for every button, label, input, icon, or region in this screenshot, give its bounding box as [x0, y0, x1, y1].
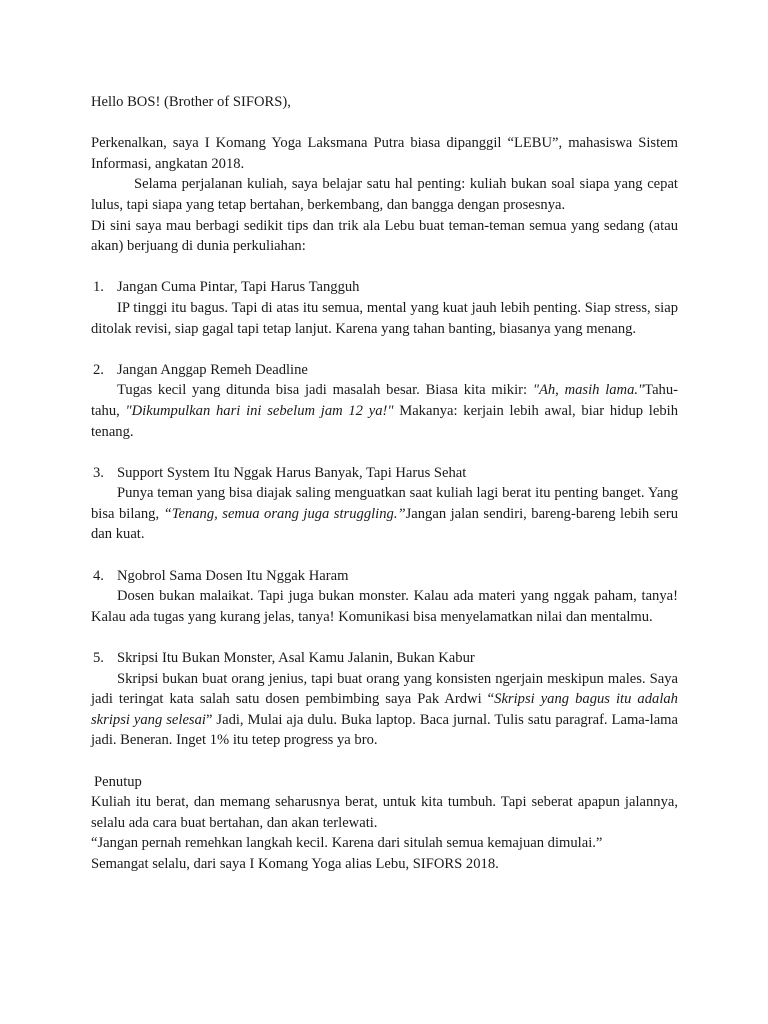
spacer	[91, 442, 678, 463]
tip-body-text: Makanya: kerjain lebih awal, biar hidup lebih tenang.	[91, 402, 678, 440]
tip-quote: “Tenang, semua orang juga struggling.”	[163, 505, 406, 522]
tip-title-text: Ngobrol Sama Dosen Itu Nggak Haram	[117, 567, 349, 584]
tip-body-text: Punya teman yang bisa diajak saling menguatkan saat kuliah lagi berat itu penting banget. Yang bisa bilang,	[91, 485, 678, 522]
spacer	[91, 257, 678, 278]
tip-title-text: Skripsi Itu Bukan Monster, Asal Kamu Jalanin, Bukan Kabur	[117, 650, 475, 667]
tip-title-text: Jangan Anggap Remeh Deadline	[117, 361, 308, 378]
tip-number: 3.	[93, 464, 104, 481]
tip-body	[91, 483, 678, 545]
tip-title	[91, 463, 678, 484]
tip-quote: "Ah, masih lama."	[532, 382, 645, 399]
tip-number: 1.	[93, 279, 104, 296]
tip-body-text: Tugas kecil yang ditunda bisa jadi masalah besar. Biasa kita mikir:	[117, 382, 533, 399]
spacer	[91, 113, 678, 134]
document-body	[91, 92, 678, 875]
tip-item-2	[91, 360, 678, 442]
tip-number: 5.	[93, 650, 104, 667]
spacer	[91, 627, 678, 648]
tip-title	[91, 360, 678, 381]
closing-paragraph: Kuliah itu berat, dan memang seharusnya berat, untuk kita tumbuh. Tapi seberat apapun jalannya, selalu ada cara buat bertahan, dan akan terlewati.	[91, 794, 678, 831]
tip-title	[91, 648, 678, 669]
tip-body-text: Tahu-tahu,	[91, 382, 678, 419]
tip-item-5	[91, 648, 678, 751]
closing-signoff: Semangat selalu, dari saya I Komang Yoga alias Lebu, SIFORS 2018.	[91, 855, 499, 872]
tip-title	[91, 566, 678, 587]
intro-tips-lead: Di sini saya mau berbagi sedikit tips dan trik ala Lebu buat teman-teman semua yang sedang (atau akan) berjuang di dunia perkuliahan:	[91, 217, 678, 255]
spacer	[91, 339, 678, 360]
tip-item-4	[91, 566, 678, 628]
tip-body	[91, 669, 678, 751]
tip-body: Dosen bukan malaikat. Tapi juga bukan monster. Kalau ada materi yang nggak paham, tanya! Kalau ada tugas yang kurang jelas, tanya! Komunikasi bisa menyelamatkan nilai dan mentalmu.	[91, 588, 678, 625]
intro-paragraph: Perkenalkan, saya I Komang Yoga Laksmana Putra biasa dipanggil “LEBU”, mahasiswa Sistem Informasi, angkatan 2018.	[91, 135, 678, 172]
tip-title-text: Jangan Cuma Pintar, Tapi Harus Tangguh	[117, 279, 360, 296]
tip-body-text: Jangan jalan sendiri, bareng-bareng lebih seru dan kuat.	[91, 505, 678, 543]
spacer	[91, 545, 678, 566]
tip-body	[91, 380, 678, 442]
tip-body-text: ” Jadi, Mulai aja dulu. Buka laptop. Baca jurnal. Tulis satu paragraf. Lama-lama jadi. Beneran. Inget 1% itu tetep progress ya bro.	[91, 711, 678, 749]
greeting-line: Hello BOS! (Brother of SIFORS),	[91, 94, 291, 110]
tip-body: IP tinggi itu bagus. Tapi di atas itu semua, mental yang kuat jauh lebih penting. Siap stress, siap ditolak revisi, siap gagal tapi tetap lanjut. Karena yang tahan banting, biasanya yang menang.	[91, 299, 678, 337]
intro-paragraph-indented: Selama perjalanan kuliah, saya belajar satu hal penting: kuliah bukan soal siapa yang cepat lulus, tapi siapa yang tetap bertahan, berkembang, dan bangga dengan prosesnya.	[91, 176, 678, 213]
tip-number: 2.	[93, 361, 104, 378]
tip-title-text: Support System Itu Nggak Harus Banyak, Tapi Harus Sehat	[117, 464, 467, 481]
closing-quote: “Jangan pernah remehkan langkah kecil. Karena dari situlah semua kemajuan dimulai.”	[91, 835, 603, 852]
tip-item-3	[91, 463, 678, 545]
closing-heading: Penutup	[94, 773, 142, 790]
spacer	[91, 751, 678, 772]
tip-body-text: Skripsi bukan buat orang jenius, tapi buat orang yang konsisten ngerjain meskipun males. Saya jadi teringat kata salah satu dosen pembimbing saya Pak Ardwi “	[91, 670, 678, 708]
tip-number: 4.	[93, 567, 104, 584]
tip-quote: "Dikumpulkan hari ini sebelum jam 12 ya!"	[125, 402, 394, 419]
tip-item-1	[91, 277, 678, 339]
tip-title	[91, 277, 678, 298]
tip-quote: Skripsi yang bagus itu adalah skripsi yang selesai	[91, 691, 678, 728]
